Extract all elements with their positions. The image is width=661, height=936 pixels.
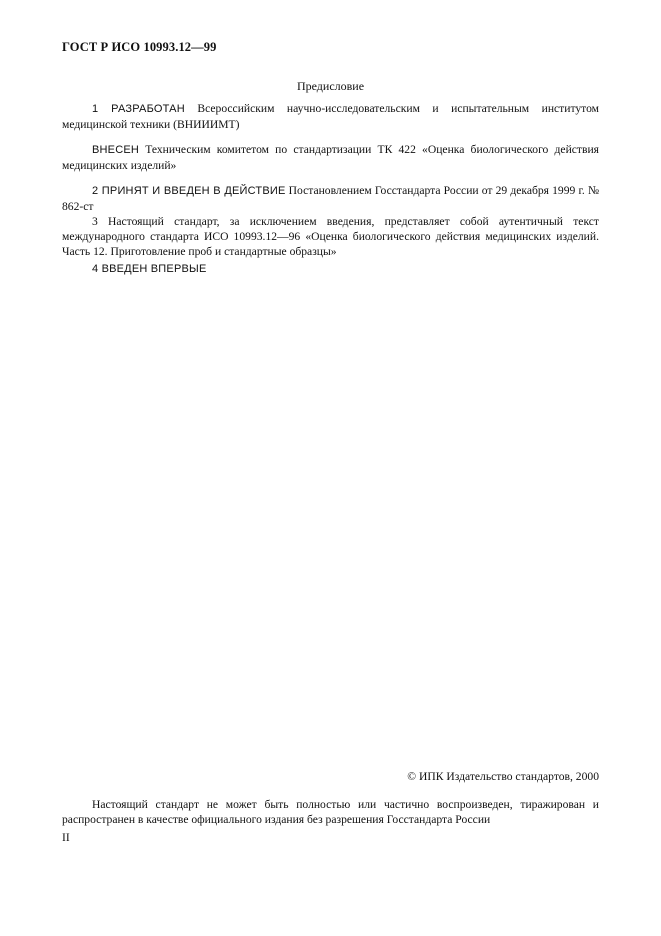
section-title: Предисловие <box>296 79 365 93</box>
paragraph-developed <box>62 101 599 132</box>
page-number: II <box>62 831 70 844</box>
reproduction-notice <box>62 797 599 827</box>
paragraph-introduced-prefix: ВНЕСЕН <box>92 144 140 156</box>
paragraph-adopted-text: Постановлением Госстандарта России от 29 декабря 1999 г. № 862-ст <box>62 184 600 213</box>
document-code: ГОСТ Р ИСО 10993.12—99 <box>62 40 217 54</box>
paragraph-first-introduced <box>62 262 599 277</box>
reproduction-notice-text: Настоящий стандарт не может быть полностью или частично воспроизведен, тиражирован и распространен в качестве официального издания без разрешения Госстандарта России <box>62 798 599 826</box>
copyright-line: © ИПК Издательство стандартов, 2000 <box>407 770 599 783</box>
paragraph-first-introduced-text: 4 ВВЕДЕН ВПЕРВЫЕ <box>92 263 207 275</box>
paragraph-authentic: 3 Настоящий стандарт, за исключением введения, представляет собой аутентичный текст международного стандарта ИСО 10993.12—96 «Оценка биологического действия медицинских изделий. Часть 12. Приготовление проб и стандартные образцы» <box>62 215 599 258</box>
paragraph-developed-text: Всероссийским научно-исследовательским и испытательным институтом медицинской техники (ВНИИИМТ) <box>62 102 599 131</box>
paragraph-developed-prefix: 1 РАЗРАБОТАН <box>92 103 185 115</box>
paragraph-introduced <box>62 142 599 173</box>
paragraph-introduced-text: Техническим комитетом по стандартизации ТК 422 «Оценка биологического действия медицинских изделий» <box>62 143 599 172</box>
paragraph-adopted-prefix: 2 ПРИНЯТ И ВВЕДЕН В ДЕЙСТВИЕ <box>92 185 286 197</box>
paragraph-adopted-group <box>62 183 599 259</box>
